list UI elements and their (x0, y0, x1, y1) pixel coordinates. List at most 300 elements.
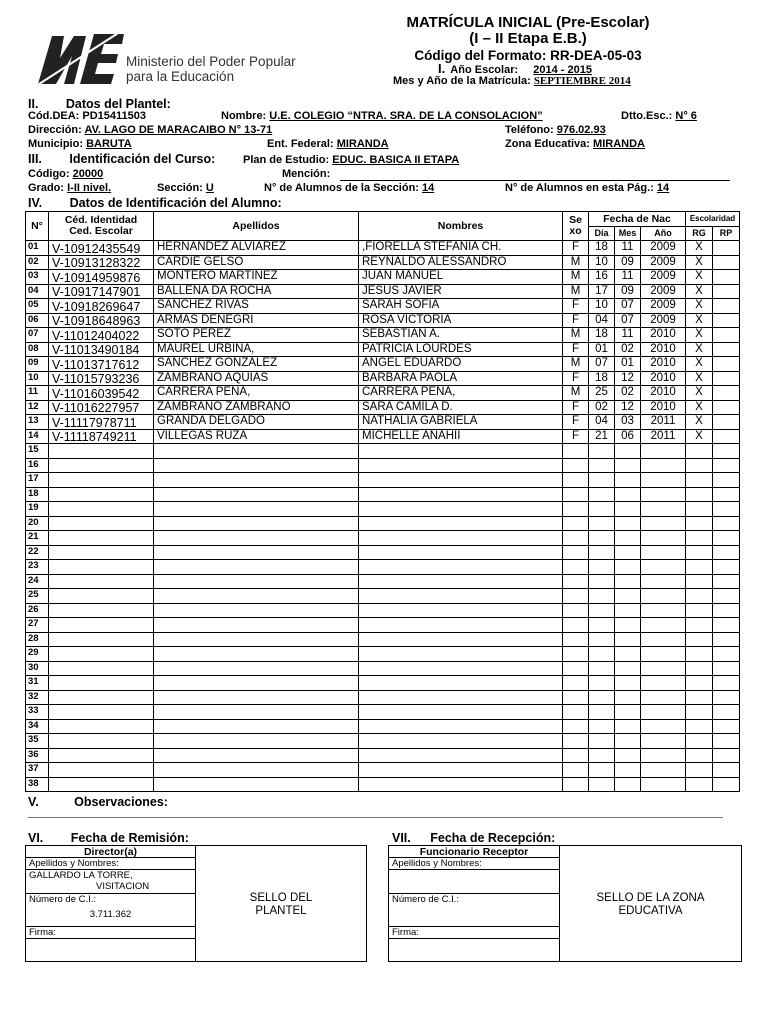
row-surnames (154, 632, 359, 647)
row-sex: M (563, 386, 589, 401)
row-names (359, 487, 563, 502)
row-birth-month: 03 (615, 415, 641, 430)
row-surnames: MAUREL URBINA, (154, 342, 359, 357)
row-birth-day: 10 (589, 299, 615, 314)
section-vii-title: Fecha de Recepción: (430, 831, 556, 845)
row-surnames (154, 473, 359, 488)
row-birth-year (641, 777, 686, 792)
row-surnames: SOTO PEREZ (154, 328, 359, 343)
row-number: 12 (26, 400, 49, 415)
section-v-number: V. (28, 795, 39, 809)
row-rp (713, 473, 740, 488)
row-names (359, 748, 563, 763)
row-sex (563, 560, 589, 575)
receiver-name-field (389, 870, 559, 894)
row-birth-year (641, 516, 686, 531)
row-birth-day (589, 719, 615, 734)
code-label: Código: (28, 168, 70, 180)
mention-label: Mención: (282, 168, 331, 180)
school-stamp-line-2: PLANTEL (255, 905, 307, 917)
row-birth-day: 04 (589, 415, 615, 430)
row-birth-day (589, 647, 615, 662)
row-rp (713, 545, 740, 560)
row-sex (563, 661, 589, 676)
row-sex (563, 444, 589, 459)
row-names: CARRERA PEÑA, (359, 386, 563, 401)
table-row (26, 444, 740, 459)
row-rp (713, 299, 740, 314)
row-birth-day (589, 705, 615, 720)
row-names: JESUS JAVIER (359, 284, 563, 299)
row-id: V-11016039542 (49, 386, 154, 401)
row-sex (563, 647, 589, 662)
table-row (26, 545, 740, 560)
receiver-role: Funcionario Receptor (389, 846, 559, 858)
row-id (49, 632, 154, 647)
row-surnames (154, 661, 359, 676)
section-iii-title: Identificación del Curso: (69, 152, 216, 166)
row-birth-year (641, 676, 686, 691)
row-rg (686, 632, 713, 647)
row-surnames (154, 763, 359, 778)
row-id (49, 589, 154, 604)
table-row (26, 473, 740, 488)
row-names (359, 545, 563, 560)
row-sex (563, 734, 589, 749)
row-rp (713, 763, 740, 778)
row-rp (713, 386, 740, 401)
row-id: V-11015793236 (49, 371, 154, 386)
row-birth-day: 02 (589, 400, 615, 415)
row-rg: X (686, 386, 713, 401)
row-names: PATRICIA LOURDES (359, 342, 563, 357)
row-surnames (154, 647, 359, 662)
row-sex (563, 473, 589, 488)
row-rg (686, 589, 713, 604)
address-label: Dirección: (28, 124, 82, 136)
row-names: ROSA VICTORIA (359, 313, 563, 328)
row-number: 22 (26, 545, 49, 560)
row-birth-day (589, 458, 615, 473)
row-number: 01 (26, 241, 49, 256)
table-row (26, 270, 740, 285)
col-id-header-line-2: Ced. Escolar (69, 225, 133, 237)
row-birth-month: 11 (615, 241, 641, 256)
row-id (49, 560, 154, 575)
row-surnames: VILLEGAS RUZA (154, 429, 359, 444)
row-rg: X (686, 400, 713, 415)
row-birth-year (641, 444, 686, 459)
col-names-header: Nombres (359, 212, 563, 241)
row-number: 25 (26, 589, 49, 604)
row-id: V-11013490184 (49, 342, 154, 357)
row-birth-day (589, 502, 615, 517)
table-row (26, 589, 740, 604)
row-id (49, 603, 154, 618)
row-birth-month (615, 603, 641, 618)
row-birth-month: 12 (615, 400, 641, 415)
row-sex: M (563, 255, 589, 270)
row-names (359, 589, 563, 604)
row-surnames: SANCHEZ GONZALEZ (154, 357, 359, 372)
row-birth-month (615, 719, 641, 734)
row-sex: F (563, 371, 589, 386)
row-birth-year (641, 473, 686, 488)
row-rp (713, 647, 740, 662)
row-rg (686, 516, 713, 531)
row-sex (563, 777, 589, 792)
row-birth-day (589, 545, 615, 560)
phone-value: 976.02.93 (556, 124, 606, 136)
row-surnames: GRANDA DELGADO (154, 415, 359, 430)
row-birth-day (589, 748, 615, 763)
row-names: NATHALIA GABRIELA (359, 415, 563, 430)
row-number: 24 (26, 574, 49, 589)
row-birth-day (589, 632, 615, 647)
row-names: REYNALDO ALESSANDRO (359, 255, 563, 270)
row-sex: F (563, 299, 589, 314)
row-names (359, 531, 563, 546)
row-number: 35 (26, 734, 49, 749)
table-row (26, 618, 740, 633)
row-names: JUAN MANUEL (359, 270, 563, 285)
row-number: 20 (26, 516, 49, 531)
row-birth-year (641, 589, 686, 604)
col-rp-header: RP (713, 226, 740, 241)
row-number: 38 (26, 777, 49, 792)
enrollment-month-label: Mes y Año de la Matrícula (393, 75, 528, 87)
row-birth-year: 2009 (641, 255, 686, 270)
row-id (49, 531, 154, 546)
row-rg (686, 487, 713, 502)
table-row (26, 748, 740, 763)
row-birth-month (615, 487, 641, 502)
row-rg (686, 705, 713, 720)
row-names (359, 603, 563, 618)
row-number: 30 (26, 661, 49, 676)
row-birth-day (589, 473, 615, 488)
row-birth-day (589, 603, 615, 618)
row-rp (713, 371, 740, 386)
row-number: 14 (26, 429, 49, 444)
row-birth-year: 2009 (641, 270, 686, 285)
row-id: V-11117978711 (49, 415, 154, 430)
table-row (26, 560, 740, 575)
row-rg: X (686, 328, 713, 343)
row-birth-month: 12 (615, 371, 641, 386)
row-rg: X (686, 270, 713, 285)
receiver-ci-field (389, 906, 559, 927)
row-rg (686, 676, 713, 691)
row-birth-month: 02 (615, 386, 641, 401)
row-rp (713, 603, 740, 618)
row-surnames: CARDIE GELSO (154, 255, 359, 270)
section-ii-number: II. (28, 97, 39, 111)
row-surnames (154, 516, 359, 531)
table-row (26, 574, 740, 589)
school-stamp-line-1: SELLO DEL (249, 892, 313, 904)
row-birth-year (641, 618, 686, 633)
row-sex (563, 589, 589, 604)
row-rg: X (686, 299, 713, 314)
row-birth-month: 07 (615, 299, 641, 314)
row-sex: M (563, 357, 589, 372)
row-rp (713, 284, 740, 299)
row-number: 08 (26, 342, 49, 357)
section-vi-number: VI. (28, 831, 44, 845)
row-sex (563, 574, 589, 589)
row-surnames: HERNANDEZ ALVIAREZ (154, 241, 359, 256)
row-birth-month (615, 531, 641, 546)
row-sex: F (563, 400, 589, 415)
row-rg (686, 719, 713, 734)
row-id: V-11013717612 (49, 357, 154, 372)
municipality-value: BARUTA (86, 138, 132, 150)
row-birth-year: 2010 (641, 386, 686, 401)
row-rp (713, 748, 740, 763)
table-row (26, 763, 740, 778)
row-birth-month (615, 777, 641, 792)
row-birth-day: 18 (589, 371, 615, 386)
row-rg (686, 458, 713, 473)
table-row (26, 676, 740, 691)
district-value: N° 6 (675, 110, 697, 122)
school-name-value: U.E. COLEGIO “NTRA. SRA. DE LA CONSOLACION” (269, 110, 543, 122)
row-birth-day: 10 (589, 255, 615, 270)
row-rp (713, 618, 740, 633)
row-birth-year: 2011 (641, 415, 686, 430)
row-id (49, 545, 154, 560)
row-rp (713, 487, 740, 502)
table-row (26, 429, 740, 444)
students-in-section-value: 14 (422, 182, 435, 194)
table-row (26, 705, 740, 720)
row-names (359, 676, 563, 691)
row-id (49, 647, 154, 662)
row-id: V-10918648963 (49, 313, 154, 328)
row-birth-day (589, 516, 615, 531)
row-id (49, 719, 154, 734)
row-birth-month: 02 (615, 342, 641, 357)
zone-label: Zona Educativa: (505, 138, 590, 150)
row-rg (686, 763, 713, 778)
row-id (49, 502, 154, 517)
row-rg (686, 748, 713, 763)
row-sex (563, 705, 589, 720)
row-names: ANGEL EDUARDO (359, 357, 563, 372)
row-number: 28 (26, 632, 49, 647)
table-row (26, 502, 740, 517)
row-rp (713, 429, 740, 444)
row-names (359, 647, 563, 662)
col-number-header: N° (26, 212, 49, 241)
row-surnames (154, 444, 359, 459)
row-id (49, 574, 154, 589)
row-surnames: MONTERO MARTINEZ (154, 270, 359, 285)
row-rp (713, 415, 740, 430)
row-id (49, 690, 154, 705)
table-header-row (26, 212, 740, 227)
row-birth-day: 01 (589, 342, 615, 357)
row-birth-month: 01 (615, 357, 641, 372)
zone-stamp-area (560, 892, 741, 918)
director-ci-value: 3.711.362 (26, 906, 195, 927)
row-id (49, 618, 154, 633)
row-surnames (154, 777, 359, 792)
row-id: V-11118749211 (49, 429, 154, 444)
row-surnames: CARRERA PEÑA, (154, 386, 359, 401)
row-rg: X (686, 429, 713, 444)
table-row (26, 458, 740, 473)
row-birth-month (615, 705, 641, 720)
row-number: 33 (26, 705, 49, 720)
table-row (26, 690, 740, 705)
row-surnames: ARMAS DENEGRI (154, 313, 359, 328)
row-rp (713, 342, 740, 357)
row-number: 32 (26, 690, 49, 705)
row-rp (713, 400, 740, 415)
row-birth-day (589, 487, 615, 502)
row-rg: X (686, 241, 713, 256)
observations-line (28, 817, 723, 818)
table-row (26, 647, 740, 662)
col-sex-header-line-2: xo (569, 225, 582, 237)
row-birth-year: 2009 (641, 284, 686, 299)
row-sex (563, 748, 589, 763)
row-names: SARA CAMILA D. (359, 400, 563, 415)
row-names (359, 618, 563, 633)
row-birth-year (641, 734, 686, 749)
study-plan-value: EDUC. BASICA II ETAPA (332, 154, 460, 166)
row-sex: F (563, 415, 589, 430)
row-number: 17 (26, 473, 49, 488)
receiver-ci-label: Número de C.I.: (392, 894, 460, 905)
table-row (26, 632, 740, 647)
row-sex (563, 603, 589, 618)
row-birth-day: 25 (589, 386, 615, 401)
table-row (26, 357, 740, 372)
row-birth-year (641, 748, 686, 763)
row-birth-year: 2010 (641, 328, 686, 343)
row-rp (713, 560, 740, 575)
row-birth-day (589, 661, 615, 676)
row-birth-year: 2009 (641, 241, 686, 256)
code-value: 20000 (72, 168, 104, 180)
section-v-title: Observaciones: (74, 795, 168, 809)
row-surnames (154, 618, 359, 633)
students-on-page-value: 14 (656, 182, 670, 194)
receiver-signature-label: Firma: (389, 927, 559, 939)
remission-box (25, 845, 367, 962)
students-in-section-label: N° de Alumnos de la Sección: (264, 182, 419, 194)
row-id (49, 473, 154, 488)
school-year-label: Año Escolar: (450, 64, 519, 76)
row-birth-month: 09 (615, 284, 641, 299)
table-row (26, 777, 740, 792)
table-row (26, 299, 740, 314)
row-surnames (154, 502, 359, 517)
col-day-header: Día (589, 226, 615, 241)
section-vii-number: VII. (392, 831, 411, 845)
row-rp (713, 444, 740, 459)
row-rg (686, 618, 713, 633)
row-birth-day: 04 (589, 313, 615, 328)
row-number: 31 (26, 676, 49, 691)
row-birth-day (589, 777, 615, 792)
row-birth-year: 2010 (641, 400, 686, 415)
state-label: Ent. Federal: (267, 138, 334, 150)
row-number: 03 (26, 270, 49, 285)
row-names (359, 719, 563, 734)
format-code-value: RR-DEA-05-03 (550, 48, 642, 63)
row-rg (686, 502, 713, 517)
row-rg: X (686, 415, 713, 430)
municipality-label: Municipio: (28, 138, 83, 150)
section-value: U (205, 182, 214, 194)
students-table (25, 211, 740, 792)
director-names-label: Apellidos y Nombres: (26, 858, 195, 870)
table-row (26, 342, 740, 357)
row-number: 21 (26, 531, 49, 546)
row-surnames: ZAMBRANO ZAMBRANO (154, 400, 359, 415)
row-id (49, 763, 154, 778)
row-birth-year (641, 458, 686, 473)
row-sex (563, 763, 589, 778)
row-number: 18 (26, 487, 49, 502)
row-sex (563, 676, 589, 691)
section-iii-number: III. (28, 152, 42, 166)
row-number: 36 (26, 748, 49, 763)
row-rg: X (686, 284, 713, 299)
row-surnames (154, 589, 359, 604)
row-names (359, 690, 563, 705)
study-plan-label: Plan de Estudio: (243, 154, 330, 166)
row-birth-year: 2011 (641, 429, 686, 444)
row-id: V-10914959876 (49, 270, 154, 285)
row-birth-year (641, 705, 686, 720)
row-birth-month (615, 632, 641, 647)
row-birth-month (615, 502, 641, 517)
row-rp (713, 734, 740, 749)
row-rp (713, 589, 740, 604)
row-number: 06 (26, 313, 49, 328)
row-birth-day: 17 (589, 284, 615, 299)
row-sex: F (563, 241, 589, 256)
director-ci-label: Número de C.I.: (29, 894, 97, 905)
me-logo-icon (34, 24, 126, 88)
col-sex-header (563, 212, 589, 241)
row-number: 23 (26, 560, 49, 575)
row-rp (713, 661, 740, 676)
row-number: 27 (26, 618, 49, 633)
row-sex (563, 516, 589, 531)
row-number: 34 (26, 719, 49, 734)
row-birth-month: 06 (615, 429, 641, 444)
row-surnames (154, 603, 359, 618)
form-subtitle: (I – II Etapa E.B.) (469, 30, 587, 47)
table-row (26, 415, 740, 430)
row-birth-month (615, 676, 641, 691)
row-rg (686, 574, 713, 589)
row-number: 02 (26, 255, 49, 270)
table-row (26, 661, 740, 676)
row-rp (713, 574, 740, 589)
director-name-line-2: VISITACION (96, 881, 150, 892)
row-sex: M (563, 328, 589, 343)
grade-label: Grado: (28, 182, 65, 194)
row-names (359, 632, 563, 647)
row-surnames: BALLENA DA ROCHA (154, 284, 359, 299)
